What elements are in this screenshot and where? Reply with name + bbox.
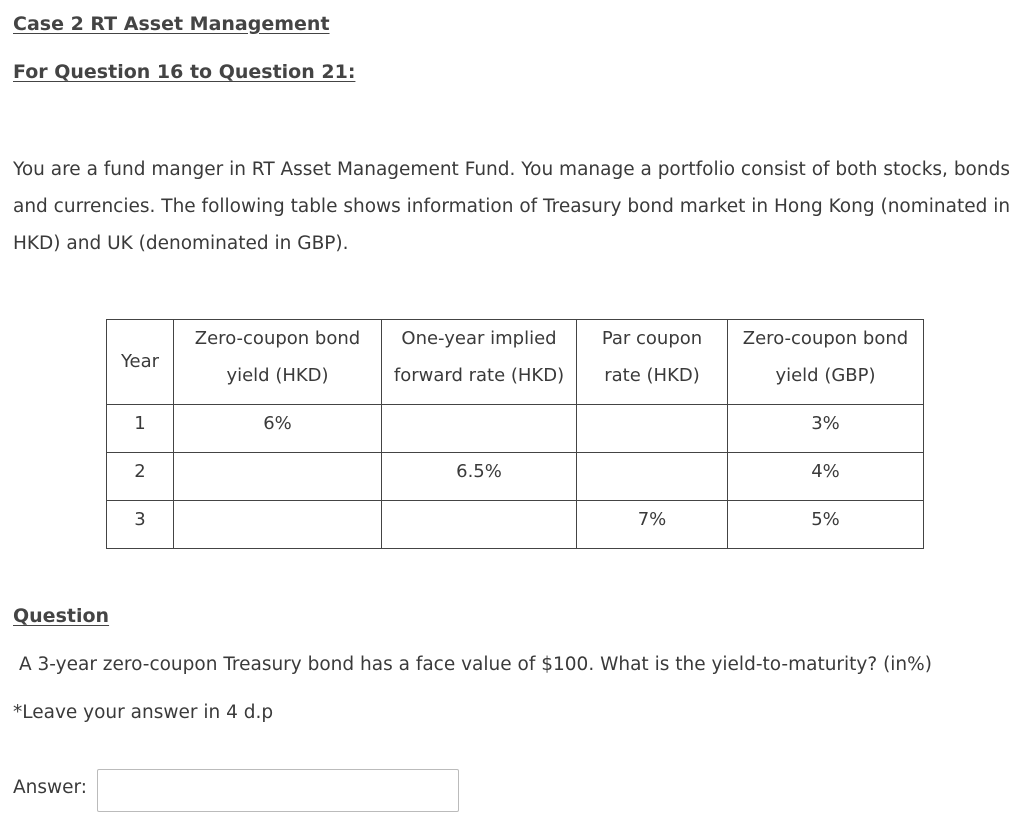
cell-zero-coupon-hkd [174,501,382,549]
header-forward-line1: One-year implied [401,328,557,349]
cell-year: 3 [107,501,174,549]
cell-par-coupon-hkd [577,405,728,453]
header-zero-coupon-hkd [174,320,382,405]
cell-forward-hkd [382,501,577,549]
answer-input[interactable] [97,769,459,812]
header-par-line2: rate (HKD) [604,365,700,386]
table-header-row [107,320,924,405]
header-par-coupon-hkd [577,320,728,405]
header-zero-coupon-hkd-line2: yield (HKD) [226,365,329,386]
cell-forward-hkd: 6.5% [382,453,577,501]
cell-par-coupon-hkd [577,453,728,501]
header-forward-line2: forward rate (HKD) [393,365,565,386]
cell-zero-coupon-hkd: 6% [174,405,382,453]
cell-zero-coupon-gbp: 4% [728,453,924,501]
cell-zero-coupon-hkd [174,453,382,501]
header-zero-coupon-gbp-line1: Zero-coupon bond [742,328,909,349]
treasury-bond-table [106,319,924,549]
table-row [107,501,924,549]
case-title: Case 2 RT Asset Management [13,13,330,35]
cell-year: 1 [107,405,174,453]
cell-forward-hkd [382,405,577,453]
cell-zero-coupon-gbp: 3% [728,405,924,453]
header-forward-rate-hkd [382,320,577,405]
question-heading: Question [13,605,110,627]
cell-year: 2 [107,453,174,501]
question-note: *Leave your answer in 4 d.p [13,702,274,723]
header-par-line1: Par coupon [601,328,703,349]
header-year [107,320,174,405]
intro-paragraph: You are a fund manger in RT Asset Management Fund. You manage a portfolio consist of both stocks, bonds and currencies. The following table shows information of Treasury bond market in Hong Kong (nominated in HKD) and UK (denominated in GBP). [13,159,1011,254]
header-zero-coupon-hkd-line1: Zero-coupon bond [194,328,361,349]
header-year-label: Year [120,351,160,372]
cell-par-coupon-hkd: 7% [577,501,728,549]
cell-zero-coupon-gbp: 5% [728,501,924,549]
table-row [107,453,924,501]
answer-label: Answer: [13,777,88,798]
header-zero-coupon-gbp-line2: yield (GBP) [775,365,876,386]
question-text: A 3-year zero-coupon Treasury bond has a face value of $100. What is the yield-to-maturity? (in%) [19,654,932,675]
table-row [107,405,924,453]
header-zero-coupon-gbp [728,320,924,405]
question-range-heading: For Question 16 to Question 21: [13,61,356,83]
